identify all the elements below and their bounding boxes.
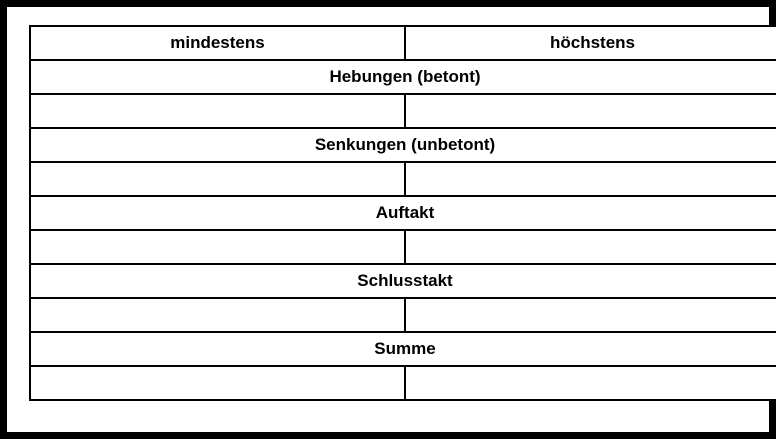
entry-cell-senkungen-max[interactable] xyxy=(405,162,776,196)
table-row xyxy=(30,196,776,230)
table-row xyxy=(30,60,776,94)
table-row xyxy=(30,230,776,264)
table-row xyxy=(30,162,776,196)
entry-cell-schlusstakt-min[interactable] xyxy=(30,298,405,332)
section-label-senkungen: Senkungen (unbetont) xyxy=(30,128,776,162)
section-label-hebungen: Hebungen (betont) xyxy=(30,60,776,94)
entry-cell-auftakt-max[interactable] xyxy=(405,230,776,264)
entry-cell-summe-min[interactable] xyxy=(30,366,405,400)
table-row xyxy=(30,128,776,162)
entry-cell-summe-max[interactable] xyxy=(405,366,776,400)
table-row xyxy=(30,94,776,128)
entry-cell-senkungen-min[interactable] xyxy=(30,162,405,196)
entry-cell-hebungen-max[interactable] xyxy=(405,94,776,128)
table-row xyxy=(30,366,776,400)
entry-cell-auftakt-min[interactable] xyxy=(30,230,405,264)
column-header-minimum: mindestens xyxy=(30,26,405,60)
section-label-auftakt: Auftakt xyxy=(30,196,776,230)
section-label-summe: Summe xyxy=(30,332,776,366)
section-label-schlusstakt: Schlusstakt xyxy=(30,264,776,298)
table-row xyxy=(30,332,776,366)
worksheet-container xyxy=(29,25,751,418)
table-row xyxy=(30,298,776,332)
column-header-maximum: höchstens xyxy=(405,26,776,60)
entry-cell-schlusstakt-max[interactable] xyxy=(405,298,776,332)
table-header-row xyxy=(30,26,776,60)
metrics-table xyxy=(29,25,776,401)
entry-cell-hebungen-min[interactable] xyxy=(30,94,405,128)
table-row xyxy=(30,264,776,298)
